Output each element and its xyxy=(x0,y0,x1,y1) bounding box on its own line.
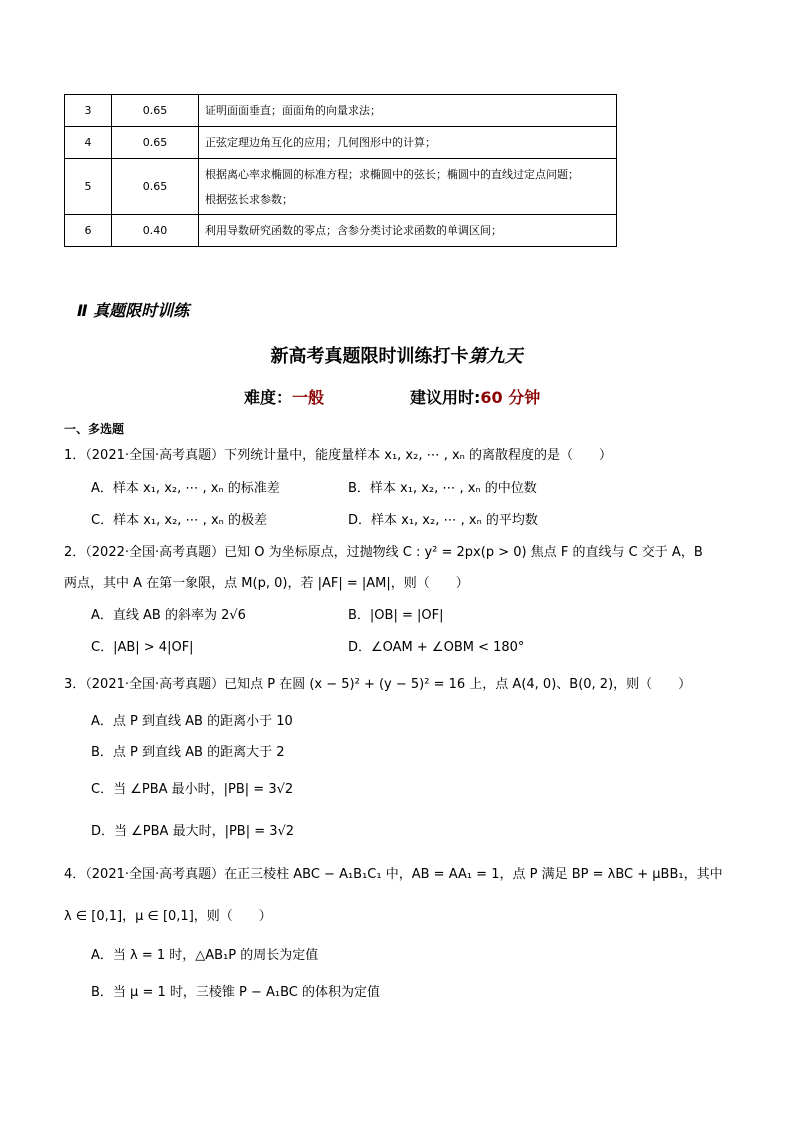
subsection-title: 一、多选题 xyxy=(64,422,125,436)
page-title-main: 新高考真题限时训练打卡 xyxy=(270,346,469,367)
row-description: 利用导数研究函数的零点；含参分类讨论求函数的单调区间； xyxy=(199,215,617,247)
question-4: 4．（2021·全国·高考真题）在正三棱柱 ABC − A₁B₁C₁ 中，AB = AA₁ = 1，点 P 满足 BP = λBC + μBB₁，其中 xyxy=(64,867,723,882)
row-description xyxy=(199,159,617,215)
page-title xyxy=(0,342,793,368)
row-number: 5 xyxy=(65,159,112,215)
q4-option-b: B．当 μ = 1 时，三棱锥 P − A₁BC 的体积为定值 xyxy=(91,985,381,1000)
q2-option-b: B．|OB| = |OF| xyxy=(348,608,444,623)
q1-option-d: D．样本 x₁, x₂, ⋯ , xₙ 的平均数 xyxy=(348,513,538,528)
row-number: 4 xyxy=(65,127,112,159)
row-number: 3 xyxy=(65,95,112,127)
row-value: 0.40 xyxy=(112,215,199,247)
question-3: 3．（2021·全国·高考真题）已知点 P 在圆 (x − 5)² + (y − 5)² = 16 上，点 A(4, 0)、B(0, 2)，则（ ） xyxy=(64,677,692,692)
suggested-time xyxy=(410,385,540,408)
question-4-cont: λ ∈ [0,1]，μ ∈ [0,1]，则（ ） xyxy=(64,909,272,924)
q4-option-a: A．当 λ = 1 时，△AB₁P 的周长为定值 xyxy=(91,948,319,963)
row-description: 正弦定理边角互化的应用；几何图形中的计算； xyxy=(199,127,617,159)
difficulty xyxy=(244,385,324,408)
q3-option-c: C．当 ∠PBA 最小时，|PB| = 3√2 xyxy=(91,782,294,797)
table-row xyxy=(65,95,617,127)
q2-option-d: D．∠OAM + ∠OBM < 180° xyxy=(348,640,525,655)
q1-option-a: A．样本 x₁, x₂, ⋯ , xₙ 的标准差 xyxy=(91,481,280,496)
table-row xyxy=(65,215,617,247)
q2-option-c: C．|AB| > 4|OF| xyxy=(91,640,194,655)
q1-option-b: B．样本 x₁, x₂, ⋯ , xₙ 的中位数 xyxy=(348,481,537,496)
time-label: 建议用时: xyxy=(410,388,481,407)
page-title-day: 第九天 xyxy=(468,346,523,367)
table-row xyxy=(65,159,617,215)
difficulty-value: 一般 xyxy=(292,388,325,407)
difficulty-label: 难度： xyxy=(244,388,293,407)
row-number: 6 xyxy=(65,215,112,247)
row-value: 0.65 xyxy=(112,159,199,215)
row-value: 0.65 xyxy=(112,95,199,127)
section-title: Ⅱ 真题限时训练 xyxy=(77,301,190,320)
question-1: 1．（2021·全国·高考真题）下列统计量中，能度量样本 x₁, x₂, ⋯ , xₙ 的离散程度的是（ ） xyxy=(64,448,612,463)
row-description-line2: 根据弦长求参数； xyxy=(205,192,293,206)
q2-option-a: A．直线 AB 的斜率为 2√6 xyxy=(91,608,246,623)
row-description: 证明面面垂直；面面角的向量求法； xyxy=(199,95,617,127)
q3-option-a: A．点 P 到直线 AB 的距离小于 10 xyxy=(91,714,293,729)
q3-option-d: D．当 ∠PBA 最大时，|PB| = 3√2 xyxy=(91,824,295,839)
stats-table xyxy=(64,94,617,247)
q1-option-c: C．样本 x₁, x₂, ⋯ , xₙ 的极差 xyxy=(91,513,267,528)
row-description-line1: 根据离心率求椭圆的标准方程；求椭圆中的弦长；椭圆中的直线过定点问题； xyxy=(205,167,579,181)
row-value: 0.65 xyxy=(112,127,199,159)
q3-option-b: B．点 P 到直线 AB 的距离大于 2 xyxy=(91,745,285,760)
question-2: 2．（2022·全国·高考真题）已知 O 为坐标原点，过抛物线 C : y² = 2px(p > 0) 焦点 F 的直线与 C 交于 A，B xyxy=(64,545,703,560)
question-2-cont: 两点，其中 A 在第一象限，点 M(p, 0)，若 |AF| = |AM|，则（ ） xyxy=(64,576,469,591)
time-value: 60 分钟 xyxy=(480,388,541,407)
table-row xyxy=(65,127,617,159)
